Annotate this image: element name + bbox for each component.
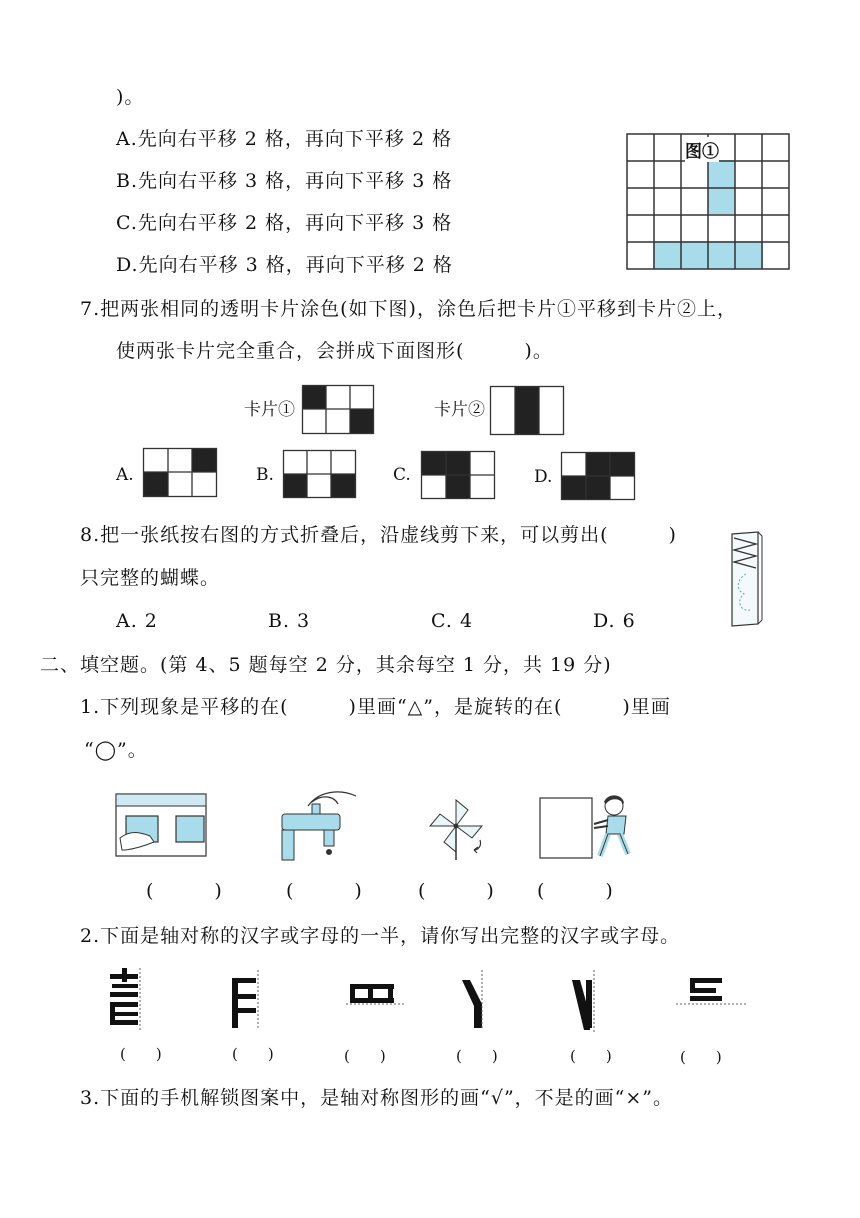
half-glyph-2 [226, 970, 266, 1030]
q7-choice-c-label: C. [393, 465, 411, 485]
q6-option-a[interactable]: A.先向右平移 2 格，再向下平移 2 格 [116, 128, 453, 150]
fill2-blank-4[interactable]: ( ) [456, 1047, 498, 1065]
q8-option-b[interactable]: B. 3 [268, 610, 311, 632]
fill1-blank-4[interactable]: ( ) [537, 880, 614, 902]
section2-heading: 二、填空题。(第 4、5 题每空 2 分，其余每空 1 分，共 19 分) [40, 654, 612, 676]
fill2-blank-5[interactable]: ( ) [570, 1047, 612, 1065]
fill2-line: 2.下面是轴对称的汉字或字母的一半，请你写出完整的汉字或字母。 [80, 925, 681, 947]
fill1-blank-1[interactable]: ( ) [146, 880, 223, 902]
q7-card1-label: 卡片① [244, 400, 295, 420]
q7-choice-d-label: D. [534, 467, 553, 487]
faucet-picture [278, 782, 360, 862]
fill3-line: 3.下面的手机解锁图案中，是轴对称图形的画“√”，不是的画“×”。 [80, 1087, 674, 1109]
q7-choice-a-label: A. [116, 465, 134, 485]
pushing-box-picture [538, 790, 638, 860]
fill1-line1: 1.下列现象是平移的在( )里画“△”，是旋转的在( )里画 [80, 696, 671, 718]
half-glyph-5 [568, 970, 602, 1034]
q7-choice-b-label: B. [256, 465, 274, 485]
q6-figure-label: 图① [685, 137, 719, 162]
q7-line2: 使两张卡片完全重合，会拼成下面图形( )。 [116, 340, 553, 362]
half-glyph-4 [460, 970, 490, 1030]
q7-card2-label: 卡片② [434, 400, 485, 420]
fill2-blank-2[interactable]: ( ) [232, 1045, 274, 1063]
drawer-picture [114, 790, 210, 858]
q6-tail: )。 [116, 86, 145, 108]
q6-option-b[interactable]: B.先向右平移 3 格，再向下平移 3 格 [116, 170, 453, 192]
fill1-blank-2[interactable]: ( ) [286, 880, 363, 902]
q7-choice-c[interactable] [421, 451, 495, 499]
q8-option-a[interactable]: A. 2 [116, 610, 158, 632]
half-glyph-1 [110, 968, 150, 1030]
half-glyph-3 [346, 978, 406, 1008]
q6-option-c[interactable]: C.先向右平移 2 格，再向下平移 3 格 [116, 212, 453, 234]
half-glyph-6 [676, 974, 746, 1010]
pinwheel-picture [426, 796, 492, 862]
q6-cell-highlight-top [708, 160, 735, 214]
q6-option-d[interactable]: D.先向右平移 3 格，再向下平移 2 格 [116, 254, 453, 276]
fill1-line2: “◯”。 [84, 739, 148, 761]
fill2-blank-3[interactable]: ( ) [344, 1047, 386, 1065]
fill2-blank-6[interactable]: ( ) [680, 1048, 722, 1066]
q7-choice-a[interactable] [143, 448, 217, 497]
q7-card1 [302, 385, 374, 434]
q7-card2 [490, 386, 564, 435]
fill2-blank-1[interactable]: ( ) [120, 1045, 162, 1063]
q7-choice-b[interactable] [283, 450, 356, 498]
q7-line1: 7.把两张相同的透明卡片涂色(如下图)，涂色后把卡片①平移到卡片②上， [80, 298, 737, 320]
q8-option-c[interactable]: C. 4 [431, 610, 474, 632]
q8-line2: 只完整的蝴蝶。 [80, 567, 221, 589]
fill1-blank-3[interactable]: ( ) [418, 880, 495, 902]
q8-folded-paper-figure [726, 530, 766, 626]
q8-option-d[interactable]: D. 6 [593, 610, 636, 632]
q7-choice-d[interactable] [561, 452, 635, 500]
q8-line1: 8.把一张纸按右图的方式折叠后，沿虚线剪下来，可以剪出( ) [80, 524, 677, 546]
